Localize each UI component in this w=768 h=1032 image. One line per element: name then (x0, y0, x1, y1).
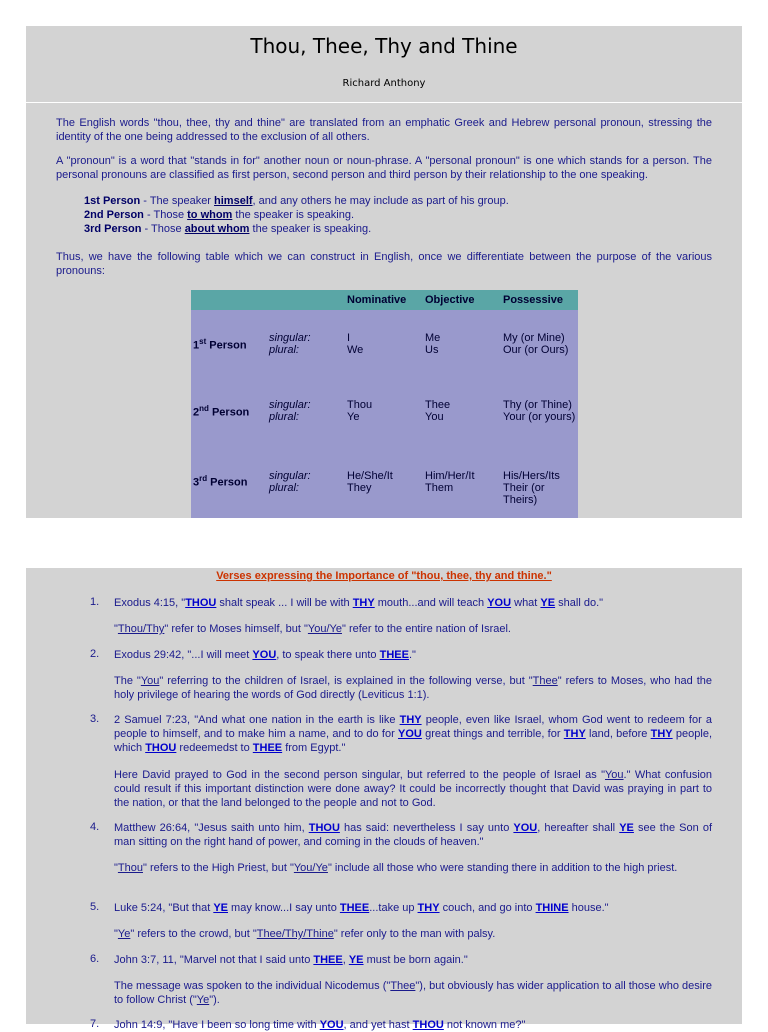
verses-heading[interactable]: Verses expressing the Importance of "thou, thee, thy and thine." (216, 570, 552, 582)
number-label: plural: (267, 411, 345, 445)
definition-text: the speaker is speaking. (232, 209, 355, 221)
person-label: 1st Person (84, 195, 141, 207)
table-cell: You (423, 411, 501, 445)
page-title: Thou, Thee, Thy and Thine (250, 34, 518, 58)
person-definition (84, 222, 684, 236)
table-header-objective: Objective (423, 290, 501, 310)
pronoun-emphasis: You (604, 769, 624, 781)
verse-commentary: Here David prayed to God in the second person singular, but referred to the people of Israel as "You." What confusion could result if this important distinction were done away? It could be incorrectly thought that David was praying in part to the nation, or that the land belonged to the people and not to God. (114, 769, 713, 809)
pronoun-link[interactable]: THEE (313, 954, 343, 966)
pronoun-link[interactable]: YOU (319, 1019, 344, 1031)
table-cell: Thy (or Thine) (501, 378, 578, 412)
verse-number: 2. (90, 648, 100, 660)
verse-number: 1. (90, 596, 100, 608)
pronoun-link[interactable]: THOU (412, 1019, 444, 1031)
table-header (191, 290, 267, 310)
person-label: Person (207, 476, 248, 489)
verse-commentary: "Thou/Thy" refer to Moses himself, but "You/Ye" refer to the entire nation of Israel. (114, 623, 511, 635)
table-cell: Ye (345, 411, 423, 445)
verse-text: John 14:9, "Have I been so long time with YOU, and yet hast THOU not known me?" (114, 1019, 526, 1031)
table-cell: Their (or Theirs) (501, 482, 578, 518)
pronoun-emphasis: You/Ye (307, 623, 342, 635)
table-cell: Your (or yours) (501, 411, 578, 445)
pronoun-link[interactable]: YOU (487, 597, 512, 609)
table-cell: Me (423, 310, 501, 344)
pronoun-link[interactable]: THOU (145, 742, 177, 754)
table-cell: I (345, 310, 423, 344)
about-whom-link[interactable]: about whom (184, 223, 250, 235)
table-cell: Our (or Ours) (501, 344, 578, 378)
table-header-nominative: Nominative (345, 290, 423, 310)
number-label: plural: (267, 482, 345, 518)
verse-number: 6. (90, 953, 100, 965)
table-row (191, 378, 578, 412)
table-cell: My (or Mine) (501, 310, 578, 344)
pronoun-link[interactable]: YOU (398, 728, 422, 740)
intro-paragraph-2: A "pronoun" is a word that "stands in for" another noun or noun-phrase. A "personal pronoun" is one which stands for a person. The personal pronouns are classified as first person, second person and third person by their relationship to the one speaking. (56, 155, 712, 181)
pronoun-link[interactable]: THY (563, 728, 586, 740)
intro-paragraph-3: Thus, we have the following table which we can construct in English, once we differentiate between the purpose of the various pronouns: (56, 251, 712, 277)
number-label: singular: (267, 445, 345, 481)
pronoun-link[interactable]: THINE (535, 902, 569, 914)
person-label: 2nd Person (84, 209, 144, 221)
table-header (267, 290, 345, 310)
person-ordinal: nd (199, 404, 209, 414)
pronoun-link[interactable]: THOU (308, 822, 340, 834)
himself-link[interactable]: himself (214, 195, 253, 207)
table-cell: They (345, 482, 423, 518)
pronoun-link[interactable]: YOU (513, 822, 538, 834)
pronoun-link[interactable]: THEE (252, 742, 283, 754)
pronoun-link[interactable]: YE (348, 954, 364, 966)
pronoun-link[interactable]: THEE (339, 902, 370, 914)
pronoun-emphasis: Ye (117, 928, 131, 940)
person-definition (84, 208, 684, 222)
pronoun-emphasis: Ye (196, 994, 210, 1006)
pronoun-emphasis: Thee (390, 980, 416, 992)
table-cell: We (345, 344, 423, 378)
verse-text: 2 Samuel 7:23, "And what one nation in the earth is like THY people, even like Israel, whom God went to redeem for a people to himself, and to make him a name, and to do for YOU great things and terrible, for THY land, before THY people, which THOU redeemedst to THEE from Egypt." (114, 714, 712, 754)
table-header-row (191, 290, 578, 310)
pronoun-link[interactable]: YE (213, 902, 228, 914)
table-cell: Them (423, 482, 501, 518)
table-cell: Him/Her/It (423, 445, 501, 481)
definition-text: - Those (141, 223, 185, 235)
person-number: 3 (193, 476, 200, 489)
person-cell (191, 310, 267, 378)
person-definition (84, 194, 684, 208)
table-cell: Us (423, 344, 501, 378)
pronoun-link[interactable]: THY (650, 728, 673, 740)
table-row (191, 310, 578, 344)
pronoun-emphasis: You (140, 675, 160, 687)
table-cell: Thou (345, 378, 423, 412)
article-header (26, 26, 742, 103)
verse-number: 5. (90, 901, 100, 913)
pronoun-emphasis: Thou/Thy (117, 623, 165, 635)
pronoun-link[interactable]: THEE (379, 649, 409, 661)
verse-commentary: "Ye" refers to the crowd, but "Thee/Thy/Thine" refer only to the man with palsy. (114, 928, 496, 940)
intro-paragraph-1: The English words "thou, thee, thy and thine" are translated from an emphatic Greek and Hebrew personal pronoun, stressing the identity of the one being addressed to the exclusion of all others. (56, 117, 712, 143)
person-cell (191, 378, 267, 446)
definition-text: - Those (143, 209, 188, 221)
verse-text: Exodus 29:42, "...I will meet YOU, to speak there unto THEE." (114, 649, 416, 661)
person-label: 3rd Person (84, 223, 142, 235)
person-ordinal: rd (199, 474, 208, 484)
definition-text: , and any others he may include as part of his group. (252, 195, 509, 207)
pronoun-emphasis: Thee (532, 675, 558, 687)
person-cell (191, 445, 267, 518)
table-header-possessive: Possessive (501, 290, 578, 310)
pronoun-link[interactable]: THOU (185, 597, 217, 609)
pronoun-link[interactable]: YE (540, 597, 556, 609)
verse-commentary: The "You" referring to the children of Israel, is explained in the following verse, but "Thee" refers to Moses, who had the holy privilege of hearing the words of God directly (Leviticus 1:1). (114, 675, 712, 701)
verse-text: Exodus 4:15, "THOU shalt speak ... I will be with THY mouth...and will teach YOU what YE shall do." (114, 597, 604, 609)
pronoun-table (191, 290, 578, 518)
verse-number: 7. (90, 1018, 100, 1030)
verse-number: 3. (90, 713, 100, 725)
verse-text: Luke 5:24, "But that YE may know...I say unto THEE...take up THY couch, and go into THINE house." (114, 902, 609, 914)
person-label: Person (208, 406, 250, 419)
definition-text: the speaker is speaking. (249, 223, 372, 235)
pronoun-link[interactable]: THY (352, 597, 375, 609)
table-row (191, 445, 578, 481)
verse-text: Matthew 26:64, "Jesus saith unto him, THOU has said: nevertheless I say unto YOU, hereafter shall YE see the Son of man sitting on the right hand of power, and coming in the clouds of heaven." (114, 822, 713, 848)
pronoun-link[interactable]: THY (399, 714, 422, 726)
pronoun-link[interactable]: YOU (252, 649, 277, 661)
to-whom-link[interactable]: to whom (187, 209, 233, 221)
verse-commentary: The message was spoken to the individual Nicodemus ("Thee"), but obviously has wider application to all those who desire to follow Christ ("Ye"). (114, 980, 712, 1006)
person-label: Person (206, 339, 247, 352)
verse-commentary: "Thou" refers to the High Priest, but "You/Ye" include all those who were standing there in addition to the high priest. (114, 862, 678, 874)
definition-text: - The speaker (140, 195, 215, 207)
pronoun-link[interactable]: YE (619, 822, 634, 834)
number-label: plural: (267, 344, 345, 378)
pronoun-emphasis: Thee/Thy/Thine (256, 928, 334, 940)
pronoun-emphasis: Thou (117, 862, 143, 874)
article-panel (26, 26, 742, 518)
verse-number: 4. (90, 821, 100, 833)
person-ordinal: st (199, 336, 207, 346)
pronoun-emphasis: You/Ye (293, 862, 328, 874)
number-label: singular: (267, 378, 345, 412)
person-number: 2 (193, 406, 200, 419)
verses-panel (26, 568, 742, 1031)
number-label: singular: (267, 310, 345, 344)
verse-text: John 3:7, 11, "Marvel not that I said unto THEE, YE must be born again." (114, 954, 468, 966)
author-name: Richard Anthony (342, 78, 426, 89)
table-cell: He/She/It (345, 445, 423, 481)
table-cell: His/Hers/Its (501, 445, 578, 481)
pronoun-link[interactable]: THY (417, 902, 440, 914)
table-cell: Thee (423, 378, 501, 412)
person-number: 1 (193, 339, 200, 352)
